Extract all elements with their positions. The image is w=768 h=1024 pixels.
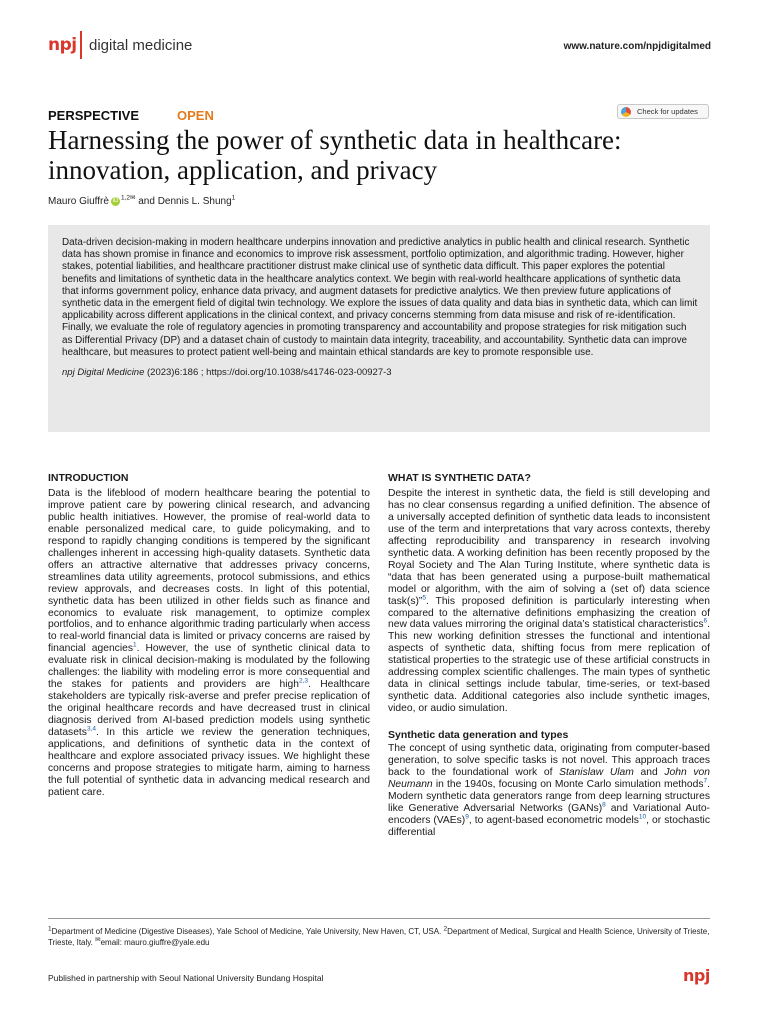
reference-link[interactable]: 10 xyxy=(638,813,647,821)
reference-link[interactable]: 6 xyxy=(703,618,708,626)
journal-name: digital medicine xyxy=(89,37,193,54)
gen-text-2: in the 1940s, focusing on Monte Carlo simulation methods xyxy=(432,778,704,790)
citation-doi-link[interactable]: (2023)6:186 ; https://doi.org/10.1038/s41746-023-00927-3 xyxy=(144,367,392,379)
gen-text-3: . Modern synthetic data generators range from deep learning structures like Generative Adversarial Networks (GANs) xyxy=(388,778,710,814)
author-2-affiliation: 1 xyxy=(231,194,236,202)
envelope-icon[interactable]: ✉ xyxy=(130,194,136,202)
author-1-link[interactable]: Mauro Giuffrè xyxy=(48,196,109,207)
what-is-synthetic-data-heading: WHAT IS SYNTHETIC DATA? xyxy=(388,472,531,484)
article-title xyxy=(48,125,728,185)
check-updates-icon xyxy=(621,107,631,117)
partnership-text: Published in partnership with Seoul National University Bundang Hospital xyxy=(48,973,324,983)
email-link[interactable]: email: mauro.giuffre@yale.edu xyxy=(100,938,210,947)
gen-text-1: The concept of using synthetic data, originating from computer-based generation, to solve specific tasks is not novel. This approach traces back to the foundational work of xyxy=(388,743,710,779)
gen-text-and: and xyxy=(633,767,665,779)
aff-2-text: Department of Medical, Surgical and Health Science, University of Trieste, Trieste, Italy. xyxy=(48,927,710,947)
title-line-1: Harnessing the power of synthetic data in healthcare: xyxy=(48,125,622,155)
what-text-1: Despite the interest in synthetic data, the field is still developing and has no clear consensus regarding a unified definition. The absence of a universally accepted definition of synthetic data leads to inconsistent use of the term and interpretations that vary across contexts, thereby affecting reproducibility and transparency in research involving synthetic data. A working definition has been recently proposed by the Royal Society and The Alan Turing Institute, where synthetic data is “data that has been generated using a purpose-built mathematical model or algorithm, with the aim of solving a (set of) data science task(s)” xyxy=(388,488,710,607)
author-1-affiliation: 1,2 xyxy=(120,194,130,202)
author-2-link[interactable]: Dennis L. Shung xyxy=(157,196,232,207)
what-text-2: . This proposed definition is particularly interesting when compared to the alternative definitions emphasizing the creation of new data values mirroring the original data’s statistical characteristics xyxy=(388,595,710,631)
npj-logo: npj xyxy=(48,35,77,55)
intro-text-1: Data is the lifeblood of modern healthcare bearing the potential to improve patient care by powering clinical research, and advancing public health initiatives. However, the promise of real-world data to enable personalized medical care, to guide policymaking, and to respond to rapidly changing conditions is tempered by the significant challenges inherent in accessing high-quality datasets. Synthetic data offers an attractive alternative that addresses privacy concerns, streamlines data utility agreements, protocol submissions, and ethics review approvals, and decreases costs. In light of this potential, synthetic data has been utilized in other fields such as finance and economics to evaluate risk management, to optimize complex portfolios, and to enhance algorithmic trading particularly when access to real-world financial data is limited or privacy concerns are raised by financial agencies xyxy=(48,488,370,655)
citation-journal: npj Digital Medicine xyxy=(62,367,145,379)
reference-link[interactable]: 1 xyxy=(133,641,137,649)
npj-footer-logo: npj xyxy=(683,966,710,985)
reference-link[interactable]: 9 xyxy=(465,813,469,821)
article-type-label: PERSPECTIVE xyxy=(48,108,140,123)
journal-url-link[interactable]: www.nature.com/npjdigitalmed xyxy=(563,41,711,52)
what-text-3: . This new working definition stresses the functional and intentional aspects of synthetic data, shifting focus from mere replication of statistical properties to the strategic use of these artificial constructs in addressing complex scientific challenges. The main types of synthetic data in clinical settings include tabular, time-series, or text-based synthetic data. Additional categories also include synthetic images, video, or audio simulation. xyxy=(388,619,710,715)
logo-divider xyxy=(80,31,82,59)
open-access-label: OPEN xyxy=(177,108,214,123)
gen-text-5: , to agent-based econometric models xyxy=(468,814,639,826)
gen-text-4: and Variational Auto-encoders (VAEs) xyxy=(388,802,710,826)
reference-link[interactable]: 7 xyxy=(703,777,708,785)
generation-paragraph xyxy=(388,743,710,839)
introduction-paragraph xyxy=(48,488,370,799)
intro-text-4: . In this article we review the generation techniques, applications, and definitions of synthetic data in the context of healthcare and explore associated privacy issues. We highlight these concerns and propose strategies to mitigate harm, aiming to harness the full potential of synthetic data in advancing medical research and patient care. xyxy=(48,727,370,798)
gen-name-neumann: John von Neumann xyxy=(388,767,710,790)
gen-name-ulam: Stanislaw Ulam xyxy=(559,767,634,779)
what-is-synthetic-data-section xyxy=(388,472,710,839)
aff-2-number: 2 xyxy=(443,925,448,933)
gen-text-6: , or stochastic differential xyxy=(388,814,710,838)
reference-link[interactable]: 8 xyxy=(602,801,606,809)
aff-1-number: 1 xyxy=(48,925,52,933)
what-is-paragraph xyxy=(388,488,710,715)
author-join: and xyxy=(135,196,158,207)
aff-1-text: Department of Medicine (Digestive Diseases), Yale School of Medicine, Yale University, New Haven, CT, USA. xyxy=(51,927,444,936)
author-list xyxy=(48,196,235,207)
envelope-icon: ✉ xyxy=(95,936,101,944)
check-for-updates-button[interactable] xyxy=(617,104,709,119)
abstract-box xyxy=(48,225,710,432)
affiliations-footnote xyxy=(48,926,710,948)
reference-link[interactable]: 3,4 xyxy=(86,725,96,733)
generation-subheading: Synthetic data generation and types xyxy=(388,729,569,742)
intro-text-2: . However, the use of synthetic clinical data to evaluate risk in clinical decision-making is modulated by the following challenges: the liability with modeling error is more consequential and the stakes for patients and providers are high xyxy=(48,643,371,691)
title-line-2: innovation, application, and privacy xyxy=(48,155,438,185)
orcid-icon[interactable]: iD xyxy=(112,197,119,204)
intro-text-3: . Healthcare stakeholders are typically risk-averse and prefer precise replication of the original healthcare records and have decreased trust in clinical diagnosis derived from AI-based prediction models using synthetic datasets xyxy=(48,679,370,739)
introduction-heading: INTRODUCTION xyxy=(48,472,129,484)
footnote-divider xyxy=(48,918,710,919)
introduction-section xyxy=(48,472,370,799)
reference-link[interactable]: 5 xyxy=(422,594,426,602)
reference-link[interactable]: 2,3 xyxy=(299,677,309,685)
check-updates-label: Check for updates xyxy=(637,107,698,116)
citation-line xyxy=(62,367,698,378)
abstract-text: Data-driven decision-making in modern healthcare underpins innovation and predictive analytics in public health and clinical research. Synthetic data has shown promise in finance and economics to improve risk assessment, portfolio optimization, and algorithmic trading. However, higher stakes, potential liabilities, and healthcare practitioner distrust make clinical use of synthetic data difficult. This paper explores the potential benefits and limitations of synthetic data in the healthcare analytics context. We begin with real-world healthcare applications of synthetic data that informs government policy, enhance data privacy, and augment datasets for predictive analytics. We then preview future applications of synthetic data in the emergent field of digital twin technology. We explore the issues of data quality and data bias in synthetic data, which can limit applicability across different applications in the clinical context, and privacy concerns stemming from data misuse and risk of re-identification. Finally, we evaluate the role of regulatory agencies in promoting transparency and accountability and propose strategies for risk mitigation such as Differential Privacy (DP) and a dataset chain of custody to maintain data integrity, traceability, and accountability. Synthetic data can improve healthcare, but measures to protect patient well-being and maintain ethical standards are key to promote responsible use. xyxy=(62,237,698,358)
